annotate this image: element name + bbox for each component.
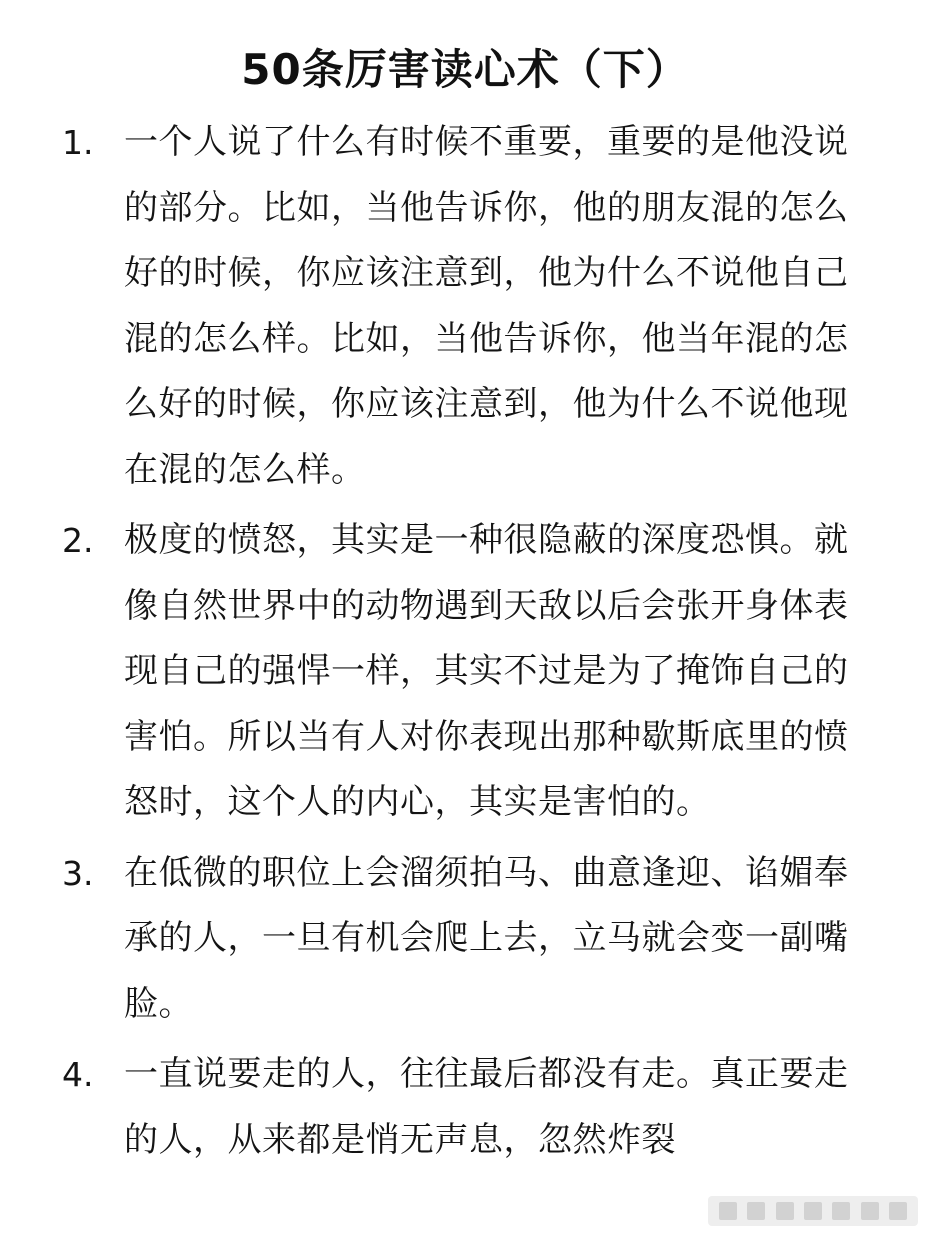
item-number: 1. [62, 123, 94, 162]
item-number: 3. [62, 853, 94, 893]
watermark-glyph [889, 1202, 907, 1220]
item-text: 一个人说了什么有时候不重要，重要的是他没说的部分。比如，当他告诉你，他的朋友混的怎么好的时候，你应该注意到，他为什么不说他自己混的怎么样。比如，当他告诉你，他当年混的怎么好的时候，你应该注意到，他为什么不说他现在混的怎么样。 [124, 122, 849, 490]
item-text: 极度的愤怒，其实是一种很隐蔽的深度恐惧。就像自然世界中的动物遇到天敌以后会张开身体表现自己的强悍一样，其实不过是为了掩饰自己的害怕。所以当有人对你表现出那种歇斯底里的愤怒时，这个人的内心，其实是害怕的。 [124, 520, 849, 822]
watermark-glyph [776, 1202, 794, 1220]
watermark-glyph [747, 1202, 765, 1220]
list-item [0, 110, 930, 503]
watermark-overlay [708, 1196, 918, 1226]
watermark-glyph [719, 1202, 737, 1220]
watermark-glyph [861, 1202, 879, 1220]
list-item [0, 508, 930, 836]
item-number: 2. [62, 521, 94, 560]
numbered-list [0, 110, 930, 1178]
item-number: 4. [62, 1055, 94, 1094]
item-text: 在低微的职位上会溜须拍马、曲意逢迎、谄媚奉承的人，一旦有机会爬上去，立马就会变一副嘴脸。 [124, 852, 849, 1024]
list-item [0, 841, 930, 1038]
page-title: 50条厉害读心术（下） [241, 45, 689, 94]
watermark-glyph [804, 1202, 822, 1220]
watermark-glyph [832, 1202, 850, 1220]
item-text: 一直说要走的人，往往最后都没有走。真正要走的人，从来都是悄无声息，忽然炸裂 [124, 1054, 849, 1160]
list-item [0, 1042, 930, 1173]
